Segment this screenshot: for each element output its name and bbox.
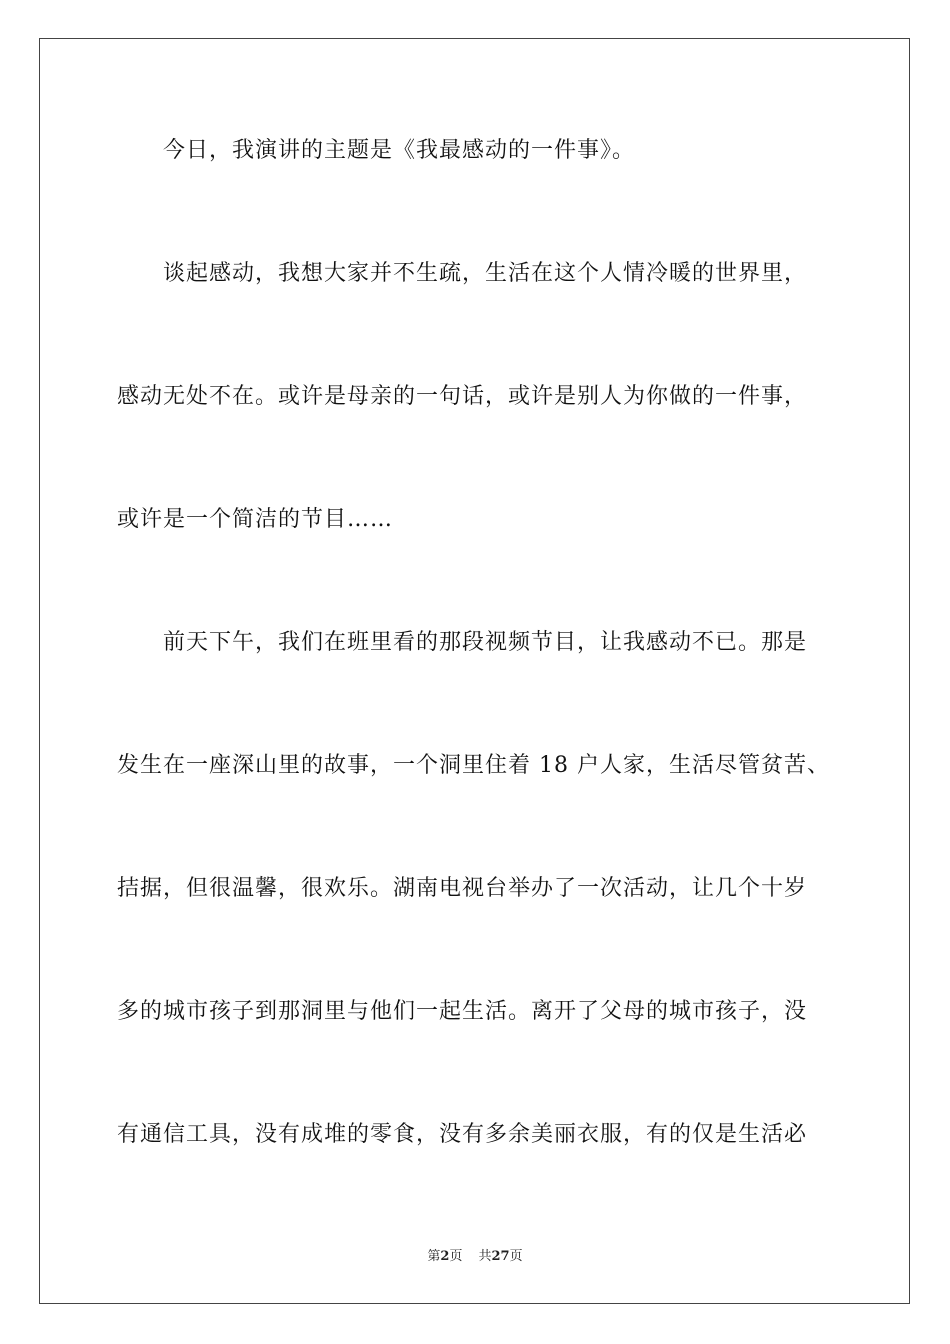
footer-page-prefix: 第 <box>427 1249 441 1264</box>
footer-total-suffix: 页 <box>509 1249 523 1264</box>
footer-page-suffix: 页 <box>449 1249 463 1264</box>
text-line-7: 拮据，但很温馨，很欢乐。湖南电视台举办了一次活动，让几个十岁 <box>117 876 808 901</box>
footer-total-prefix: 共 <box>478 1249 492 1264</box>
text-line-3: 感动无处不在。或许是母亲的一句话，或许是别人为你做的一件事， <box>117 384 808 409</box>
text-line-6: 发生在一座深山里的故事，一个洞里住着 18 户人家，生活尽管贫苦、 <box>117 753 830 778</box>
text-line-8: 多的城市孩子到那洞里与他们一起生活。离开了父母的城市孩子，没 <box>117 999 808 1024</box>
text-line-4: 或许是一个简洁的节目…… <box>117 507 394 532</box>
text-line-9: 有通信工具，没有成堆的零食，没有多余美丽衣服，有的仅是生活必 <box>117 1122 808 1147</box>
text-line-1: 今日，我演讲的主题是《我最感动的一件事》。 <box>117 138 636 163</box>
page-frame <box>39 38 910 1304</box>
page-footer <box>0 1248 950 1266</box>
text-line-2: 谈起感动，我想大家并不生疏，生活在这个人情冷暖的世界里， <box>117 261 808 286</box>
footer-page-number: 2 <box>440 1249 450 1264</box>
footer-total-pages: 27 <box>491 1249 510 1264</box>
text-line-5: 前天下午，我们在班里看的那段视频节目，让我感动不已。那是 <box>117 630 808 655</box>
